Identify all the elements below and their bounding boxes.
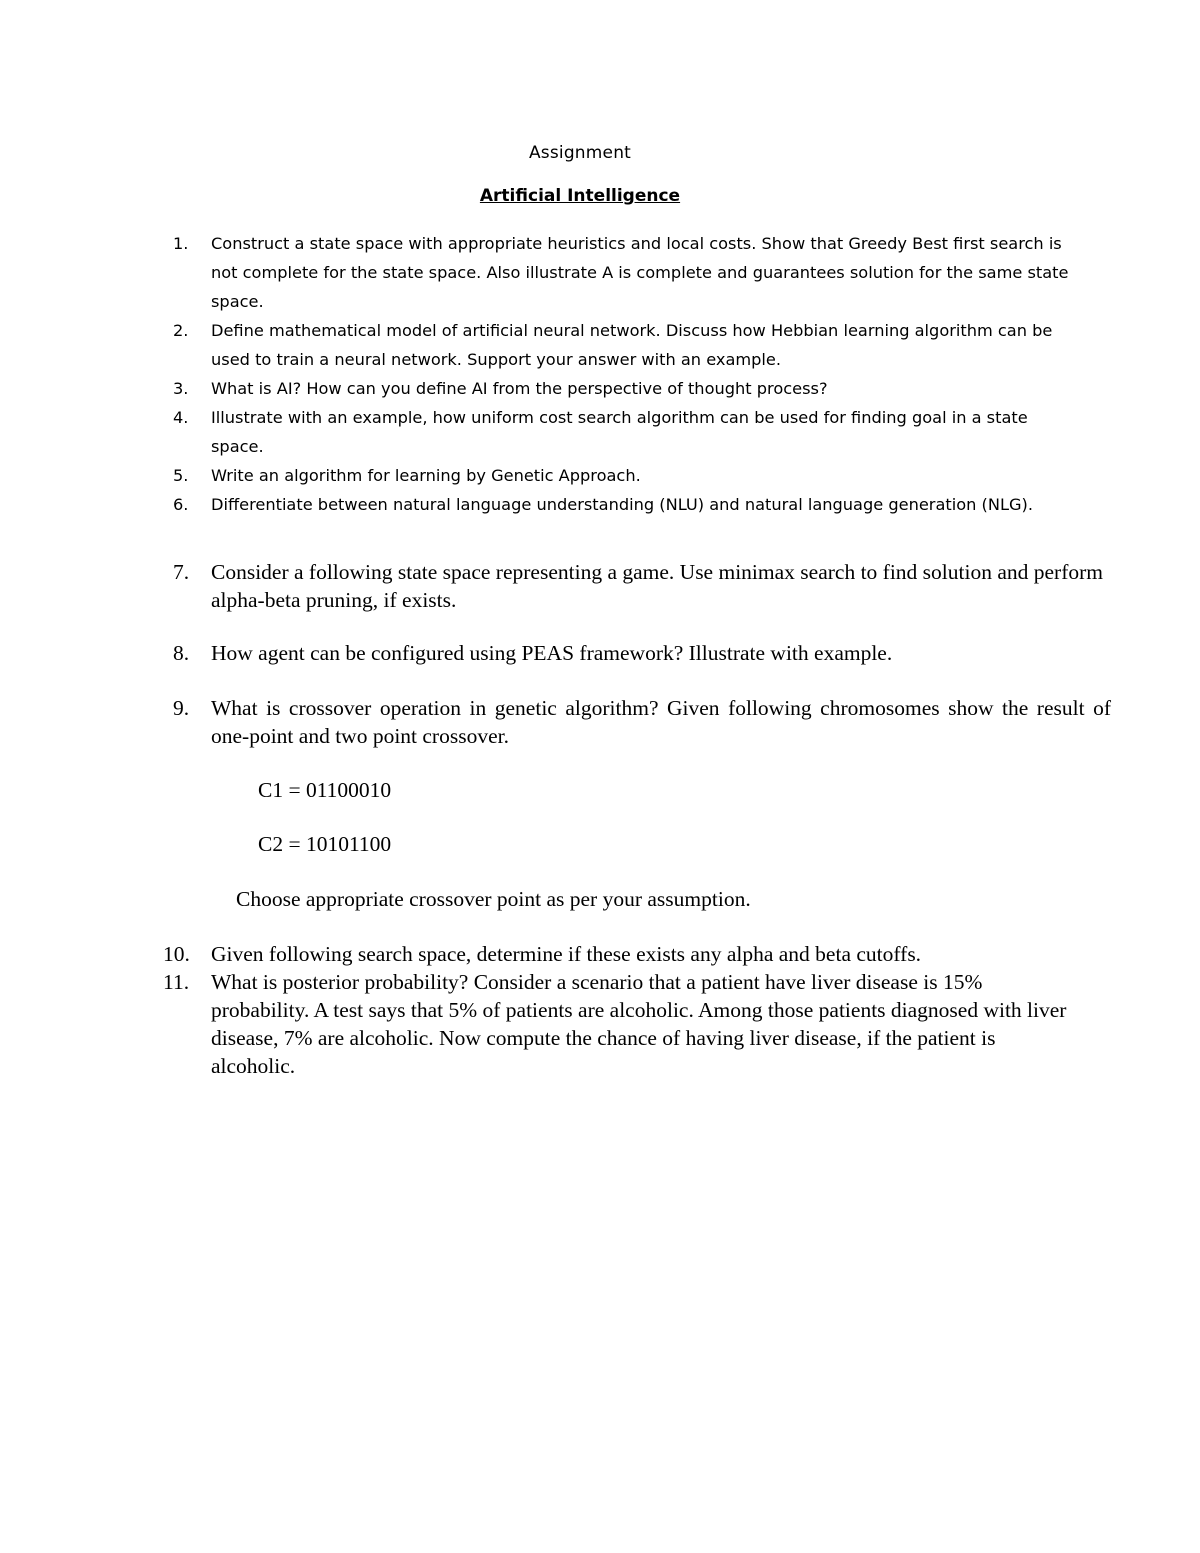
question-number: 2. [173,321,189,340]
question-text: What is AI? How can you define AI from the perspective of thought process? [211,379,828,398]
question-number: 3. [173,379,189,398]
question-number: 5. [173,466,189,485]
question-item-8 [173,639,1111,667]
question-item [173,229,1073,316]
question-text: What is posterior probability? Consider a scenario that a patient have liver disease is 15% probability. A test says that 5% of patients are alcoholic. Among those patients diagnosed with liver disease, 7% are alcoholic. Now compute the chance of having liver disease, if the patient is alcoholic. [211,970,1067,1078]
chromosome-c2: C2 = 10101100 [258,832,392,856]
question-number: 7. [173,560,190,584]
crossover-instruction: Choose appropriate crossover point as per your assumption. [236,887,751,911]
question-number: 9. [173,696,190,720]
question-item [173,374,1073,403]
subject-title: Artificial Intelligence [479,186,681,206]
question-item-7 [173,558,1111,614]
question-number: 10. [163,942,190,966]
question-item-10 [163,940,1083,968]
question-item [173,316,1073,374]
question-item-9 [173,694,1111,750]
question-text: Consider a following state space representing a game. Use minimax search to find solution and perform alpha-beta pruning, if exists. [211,560,1103,612]
question-text: What is crossover operation in genetic algorithm? Given following chromosomes show the result of one-point and two point crossover. [211,696,1111,748]
question-text: Given following search space, determine if these exists any alpha and beta cutoffs. [211,942,922,966]
question-text: Differentiate between natural language understanding (NLU) and natural language generation (NLG). [211,495,1033,514]
question-number: 4. [173,408,189,427]
question-text: Write an algorithm for learning by Genetic Approach. [211,466,641,485]
question-number: 11. [163,970,190,994]
question-item [173,490,1073,519]
question-text: Illustrate with an example, how uniform cost search algorithm can be used for finding goal in a state space. [211,408,1028,456]
question-number: 8. [173,641,190,665]
question-item-11 [163,968,1083,1080]
question-item [173,461,1073,490]
question-text: Construct a state space with appropriate heuristics and local costs. Show that Greedy Best first search is not complete for the state space. Also illustrate A is complete and guarantees solution for the same state space. [211,234,1069,311]
question-list-part-a [173,229,1073,519]
question-text: Define mathematical model of artificial neural network. Discuss how Hebbian learning algorithm can be used to train a neural network. Support your answer with an example. [211,321,1053,369]
document-title: Assignment [528,143,632,163]
question-text: How agent can be configured using PEAS framework? Illustrate with example. [211,641,893,665]
question-number: 6. [173,495,189,514]
chromosome-c1: C1 = 01100010 [258,778,392,802]
question-number: 1. [173,234,189,253]
question-item [173,403,1073,461]
